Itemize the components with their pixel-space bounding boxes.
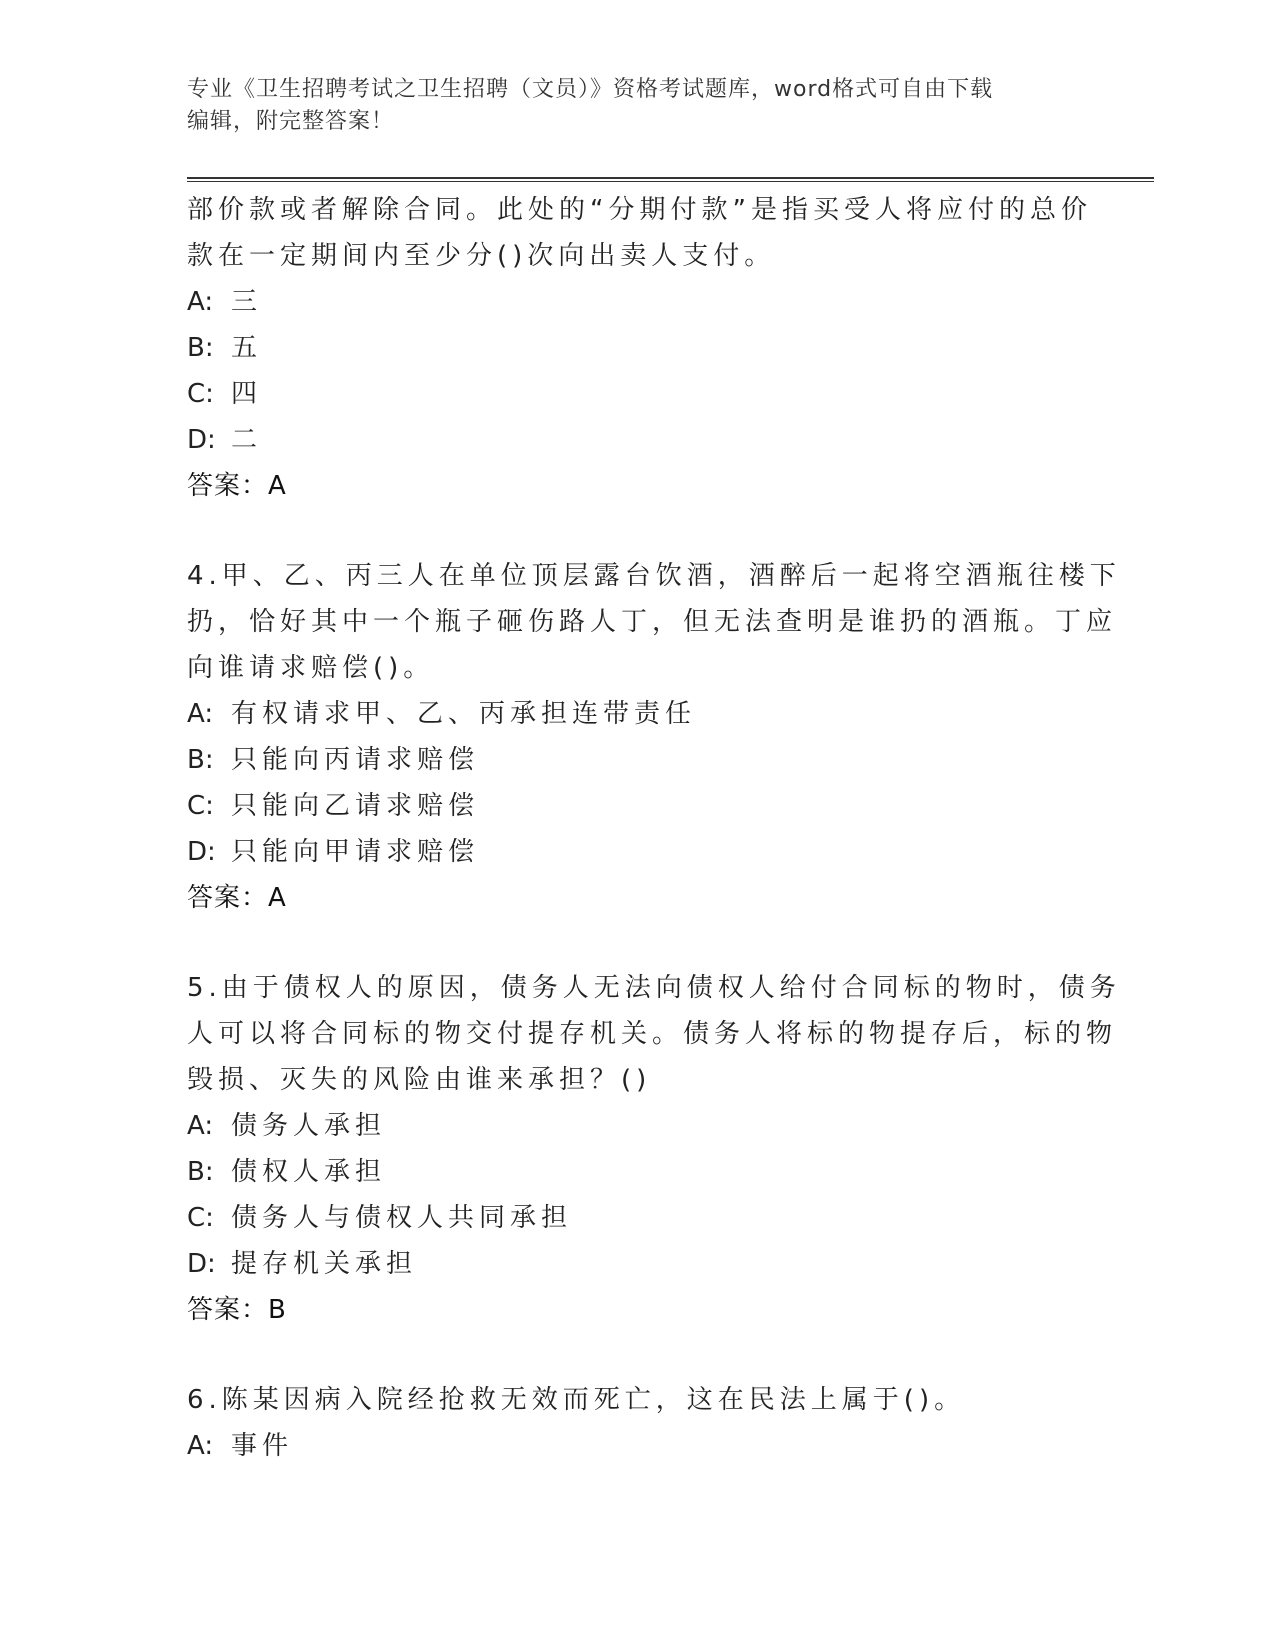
option-letter: C: [187,791,214,821]
option-text: 四 [231,379,263,409]
question-stem-line: 6.陈某因病入院经抢救无效而死亡，这在民法上属于()。 [187,1385,966,1415]
question-list [187,187,1121,1469]
question-spacer [187,1333,1077,1377]
option-a [187,279,1077,325]
answer-line: 答案：B [187,1295,287,1325]
option-b [187,325,1077,371]
question-6 [187,1377,1077,1469]
option-letter: D: [187,1249,216,1279]
header-line-2: 编辑，附完整答案！ [187,109,395,134]
document-header [187,74,1087,138]
option-d [187,829,1077,875]
option-letter: A: [187,1431,214,1461]
option-a [187,1103,1077,1149]
option-text: 有权请求甲、乙、丙承担连带责任 [231,699,697,729]
option-text: 债权人承担 [231,1157,387,1187]
question-spacer [187,921,1077,965]
option-text: 债务人与债权人共同承担 [231,1203,573,1233]
header-divider [187,177,1154,182]
option-letter: C: [187,379,214,409]
question-stem-line: 款在一定期间内至少分()次向出卖人支付。 [187,241,776,271]
option-text: 二 [231,425,263,455]
option-letter: D: [187,837,216,867]
option-letter: B: [187,333,214,363]
option-text: 三 [231,287,263,317]
option-text: 只能向丙请求赔偿 [231,745,480,775]
question-stem-line: 4.甲、乙、丙三人在单位顶层露台饮酒，酒醉后一起将空酒瓶往楼下 [187,561,1121,591]
option-letter: A: [187,1111,214,1141]
question-5 [187,965,1121,1333]
option-letter: D: [187,425,216,455]
option-letter: A: [187,699,214,729]
option-letter: C: [187,1203,214,1233]
option-text: 债务人承担 [231,1111,387,1141]
question-stem-line: 5.由于债权人的原因，债务人无法向债权人给付合同标的物时，债务 [187,973,1121,1003]
answer-line: 答案：A [187,883,287,913]
option-text: 五 [231,333,263,363]
answer-line: 答案：A [187,471,287,501]
option-letter: A: [187,287,214,317]
option-letter: B: [187,1157,214,1187]
question-stem-line: 毁损、灭失的风险由谁来承担？() [187,1065,652,1095]
option-b [187,737,1077,783]
header-line-1: 专业《卫生招聘考试之卫生招聘（文员）》资格考试题库，word格式可自由下载 [187,77,994,102]
option-d [187,417,1077,463]
question-stem-line: 扔，恰好其中一个瓶子砸伤路人丁，但无法查明是谁扔的酒瓶。丁应 [187,607,1118,637]
question-3 [187,187,1092,509]
question-4 [187,553,1121,921]
question-stem-line: 人可以将合同标的物交付提存机关。债务人将标的物提存后，标的物 [187,1019,1118,1049]
option-text: 提存机关承担 [231,1249,418,1279]
option-text: 事件 [231,1431,294,1461]
option-c [187,783,1077,829]
question-stem-line: 向谁请求赔偿()。 [187,653,435,683]
option-letter: B: [187,745,214,775]
option-text: 只能向甲请求赔偿 [231,837,480,867]
option-c [187,371,1077,417]
question-spacer [187,509,1077,553]
option-a [187,1423,1077,1469]
option-b [187,1149,1077,1195]
option-a [187,691,1077,737]
option-text: 只能向乙请求赔偿 [231,791,480,821]
question-stem-line: 部价款或者解除合同。此处的“分期付款”是指买受人将应付的总价 [187,195,1092,225]
option-c [187,1195,1077,1241]
option-d [187,1241,1077,1287]
